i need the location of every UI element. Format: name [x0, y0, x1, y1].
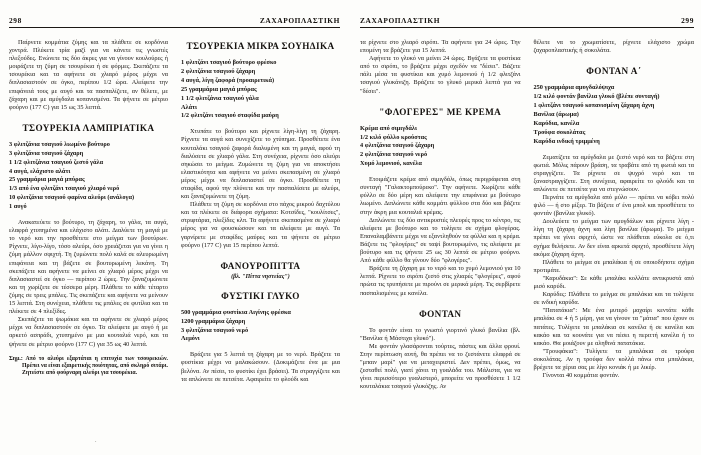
paragraph: Δουλεύετε το μείγμα των αμυγδάλων και ρίχνετε λίγη - λίγη τη ζάχαρη άχνη και λίγη βανίλια (άρωμα). Το μείγμα πρέπει να γίνει σφιχτό, ώστε να πλάθεται εύκολα σε ό,τι σχήμα θελήσετε. Αν δεν είναι αρκετά σφιχτό, προσθέτετε λίγη ακόμα ζάχαρη άχνη. — [533, 218, 694, 258]
ingredient-item: 1/3 από ένα φλιτζάνι τσαγιού χλιαρό νερό — [9, 185, 120, 193]
recipe-heading: ΤΣΟΥΡΕΚΙΑ ΜΙΚΡΑ ΣΟΥΗΔΙΚΑ — [186, 41, 335, 51]
recipe-heading: ΦΟΝΤΑΝ Α΄ — [586, 66, 642, 77]
ingredient-item: Τρούφα σοκολάτας — [533, 128, 586, 136]
ingredient-item: 25 γραμμάρια μαγιά μπύρας — [9, 176, 85, 184]
paragraph: Γίνονται 40 κομμάτια φοντάν. — [542, 372, 620, 380]
paragraph: Πλάθετε τη ζύμη σε κορδόνια στο πάχος μικρού δαχτύλου και τα πλέκετε σε διάφορα σχήματα: Κοτσίδες, "κουλίτσες", στριφτάρια, πλεξίδες κλπ. Τα αφήνετε σκεπασμένα σε χλιαρό μέρος για να φουσκώσουν και τα αλείφετε με αυγό. Τα γαρνίρετε με σταφίδες μαύρες και τα ψήνετε σε μέτριο φούρνο (177 C) για 15 περίπου λεπτά. — [181, 201, 340, 249]
ingredient-list — [360, 125, 521, 170]
paragraph: Διπλώνετε τις δύο αντικρυστές πλευρές προς το κέντρο, τις αλείφετε με βούτυρο και το τυλίγετε σε σχήμα φλογέρας. Επαναλαμβάνετε μέχρι να εξαντληθούν τα φύλλα και η κρέμα. Βάζετε τις "φλογέρες" σε ταψί βουτυρωμένο, τις αλείφετε με βούτυρο και τις ψήνετε 25 ως 30 λεπτά σε μέτριο φούρνο. Από κάθε φύλλο θα γίνουν δύο "φλογέρες". — [360, 216, 521, 265]
paragraph: τα ρίχνετε στο χλιαρό σιρόπι. Τα αφήνετε για 24 ώρες. Την επομένη τα βράζετε για 15 λεπτά. — [360, 39, 521, 55]
recipe-heading: ΦΥΣΤΙΚΙ ΓΛΥΚΟ — [221, 290, 300, 301]
ingredient-list — [181, 309, 340, 345]
ingredient-item: 4 φλιτζάνια τσαγιού ζάχαρη — [360, 142, 435, 150]
paragraph: Ζεματίζετε τα αμύγδαλα με ζεστό νερό και τα βάζετε στη φωτιά. Μόλις πάρουν βράση, τα τραβάτε από τη φωτιά και τα στραγγίζετε. Τα ρίχνετε σε ψυχρό νερό και τα ξαναστραγγίζετε. Στη συνέχεια, αφαιρείτε το φλούδι και τα απλώνετε σε πετσέτα για να στεγνώσουν. — [533, 153, 694, 193]
paragraph: Αφήνετε το γλυκό να μείνει 24 ώρες. Βγάζετε τα φυστίκια από το σιρόπι, το βράζετε μέχρι σχεδόν να "δέσει". Βάζετε πάλι μέσα τα φυστίκια και χυμό λεμονιού ή 1/2 φλιτζάνι τσαγιού γλυκάνιζη. Βράζετε το γλυκό μερικά λεπτά για να "δέσει". — [360, 55, 521, 95]
running-title-right: ΖΑΧΑΡΟΠΛΑΣΤΙΚΗ — [360, 16, 441, 25]
recipe-subheading: (βλ. "Πίττα νηστείας") — [231, 273, 290, 280]
paragraph: Πλάθετε το μείγμα σε μπαλάκια ή σε οποιοδήποτε σχήμα προτιμάτε. — [533, 258, 694, 274]
header-rule-right — [360, 27, 694, 28]
paragraph: Καρύδες: Πλάθετε το μείγμα σε μπαλάκια και τα τυλίγετε σε ινδική καρύδα. — [533, 291, 694, 307]
ingredient-item: 1 αυγό — [9, 203, 27, 211]
ingredient-item: 2 φλιτζάνια τσαγιού ζάχαρη — [181, 67, 256, 75]
ingredient-item: Λεμόνι — [181, 335, 200, 343]
ingredient-item: Κρέμα από σιμιγδάλι — [360, 124, 417, 132]
scan-artifact: . — [95, 438, 97, 444]
paragraph: "Καρυδάκια": Σε κάθε μπαλάκι κολλάτε αντικρυστά από μισό καρύδι. — [533, 274, 694, 291]
paragraph: Με φοντάν γλασάρονται τούρτες, πάστες και άλλα φρουί. Στην περίπτωση αυτή, θα πρέπει να το ζεστάνετε ελαφρά σε "μπαιν μαρί" για να μεταχειριστεί. Δεν πρέπει, όμως, να ζεσταθεί πολύ, γιατί χάνει τη γυαλάδα του. Μάλιστα, για να γίνει περισσότερο γυαλιστερό, μπορείτε να προσθέσετε 1 1/2 κουταλάκια τσαγιού γλυκόζης. Αν — [360, 342, 521, 391]
paragraph: "Τρουφάκια": Τυλίγετε τα μπαλάκια σε τρούφα σοκολάτας. Αν η τρούφα δεν κολλά πάνω στα μπαλάκια, βρέχετε τα χέρια σας με λίγο κονιάκ ή με λικέρ. — [533, 347, 694, 371]
ingredient-item: 4 αυγά, ελάχιστο αλάτι — [9, 167, 71, 175]
recipe-heading: "ΦΛΟΓΕΡΕΣ" ΜΕ ΚΡΕΜΑ — [379, 106, 502, 117]
ingredient-item: 1/2 φλιτζάνι τσαγιού σταφίδα μαύρη — [181, 112, 279, 120]
paragraph: θέλετε να το χρωματίσετε, ρίχνετε ελάχιστο χρώμα ζαχαροπλαστικής ή σοκολάτα. — [533, 39, 694, 55]
paragraph: "Πατατάκια": Με ένα μυτερό μαχαίρι κεντάτε κάθε μπαλάκι σε 4 ή 5 μέρη, για να γίνουν τα "μάτια" που έχουν οι πατάτες. Τυλίγετε τα μπαλάκια σε κανέλα ή σε κανέλα και κακάο και τα κουνάτε για να πέσει η περιττή κανέλα ή το κακάο. Θα μοιάζουν με αληθινά πατατάκια. — [533, 307, 694, 347]
ingredient-item: 1/2 κιλό φύλλο κρούστας — [360, 133, 427, 141]
paragraph: Βράζετε τη ζάχαρη με το νερό και το χυμό λεμονιού για 10 λεπτά. Ρίχνετε το σιρόπι ζεστό στις χλιαρές "φλογέρες", αφού πρώτα τις τρυπήσετε με πιρούνι σε μερικά μέρη. Τις σερβίρετε πασπαλισμένες με κανέλα. — [360, 265, 521, 297]
ingredient-list — [9, 141, 168, 212]
text-column — [181, 39, 340, 384]
ingredient-item: 1200 γραμμάρια ζάχαρη — [181, 317, 246, 325]
ingredient-item: 1 φλιτζάνι τσαγιού βούτυρο φρέσκο — [181, 59, 277, 66]
page-right-header — [360, 16, 694, 25]
page-right-columns — [360, 39, 694, 391]
ingredient-item: 1 1/2 φλιτζάνια τσαγιού ζεστό γάλα — [9, 158, 104, 166]
paragraph: Περνάτε τα αμύγδαλα από μύλο — πρέπει να κόβει πολύ ψιλό — ή στο μίξερ. Τα βάζετε σ' ένα μπολ και προσθέτετε το φοντάν (βανίλια γλυκό). — [533, 194, 694, 218]
paragraph: Παίρνετε κομμάτια ζύμης και τα πλάθετε σε κορδόνια χοντρά. Πλέκετε τρία μαζί για να κάνετε τις γνωστές πλεξούδες. Ενώνετε τις δύο άκρες για να γίνουν κουλούρες ή μοιράζετε τη ζύμη σε τσουρέκια ή σε φόρμες. Σκεπάζετε τα τσουρέκια και τα αφήνετε σε χλιαρό μέρος μέχρι να διπλασιαστούν σε όγκο, περίπου 1/2 ώρα. Αλείφετε την επιφάνειά τους με αυγό και τα πασπαλίζετε, αν θέλετε, με ζάχαρη και με αμύγδαλα κοπανισμένα. Τα ψήνετε σε μέτριο φούρνο (177 C) για 15 ως 35 λεπτά. — [9, 39, 168, 111]
paragraph: Βράζετε για 5 λεπτά τη ζάχαρη με το νερό. Βράζετε τα φυστίκια μέχρι να μαλακώσουν. (Δοκιμάζετε ένα με μια βελόνα. Αν πέσει, το φυστίκι έχει βράσει). Τα στραγγίζετε και τα απλώνετε σε πετσέτα. Αφαιρείτε το φλούδι και — [181, 351, 340, 383]
recipe-heading: ΦΑΝΟΥΡΟΠΙΤΤΑ — [220, 260, 301, 271]
footnote: Σημ.: Από το αλεύρι εξαρτάται η επιτυχία των τσουρεκιών. Πρέπει να είναι εξαιρετικής ποιότητας, από σκληρό σιτάρι. Ζητείστε από φούρναρη αλεύρι για τσουρέκια. — [9, 355, 168, 376]
paragraph: Σκεπάζετε τα ψωμάκια και τα αφήνετε σε χλιαρό μέρος μέχρι να διπλασιαστούν σε όγκο. Τα αλείφετε με αυγό ή με αρκετό ασπράδι, χτυπημένο με μια κουταλιά νερό, και τα ψήνετε σε μέτριο φούρνο (177 C) για 35 ως 40 λεπτά. — [9, 316, 168, 348]
ingredient-item: 1/2 κιλό φοντάν βανίλια γλυκό (βλέπε συνταγή) — [533, 93, 660, 101]
paragraph: Ετοιμάζετε κρέμα από σιμιγδάλι, όπως περιγράφεται στη συνταγή "Γαλακτομπούρεκο". Την αφήνετε. Χωρίζετε κάθε φύλλο σε δύο μέρη και αλείφετε την επιφάνεια με βούτυρο λιωμένο. Διπλώνετε κάθε κομμάτι φύλλου στα δύο και βάζετε στην άκρη μια κουταλιά κρέμας. — [360, 176, 521, 216]
ingredient-item: 4 αυγά, λίγη ζαφορά (προαιρετικά) — [181, 76, 275, 84]
ingredient-item: Χυμό λεμονιού, κανέλα — [360, 160, 422, 168]
ingredient-item: 1 φλιτζάνι τσαγιού κοπανισμένη ζάχαρη άχνη — [533, 102, 655, 109]
ingredient-item: 500 γραμμάρια φυστίκια Αιγίνης φρέσκα — [181, 308, 291, 316]
page-left-header — [9, 16, 340, 25]
recipe-heading: ΤΣΟΥΡΕΚΙΑ ΛΑΜΠΡΙΑΤΙΚΑ — [22, 122, 155, 133]
recipe-heading: ΦΟΝΤΑΝ — [419, 308, 462, 319]
header-rule-left — [9, 27, 340, 28]
ingredient-item: 2 φλιτζάνια τσαγιού νερό — [360, 151, 428, 159]
running-title-left: ΖΑΧΑΡΟΠΛΑΣΤΙΚΗ — [259, 16, 340, 25]
paragraph: Χτυπάτε το βούτυρο και ρίχνετε λίγη-λίγη τη ζάχαρη. Ρίχνετε τα αυγά και συνεχίζετε το χτύπημα. Προσθέτετε ένα κουταλάκι τσαγιού ζαφορά διαλυμένη και τη μαγιά, αφού τη διαλύσετε σε χλιαρό γάλα. Στη συνέχεια, ρίχνετε όσο αλεύρι σηκώσει το μείγμα. Ζυμώνετε τη ζύμη για να αποκτήσει ελαστικότητα και αφήνετε να μείνει σκεπασμένη σε χλιαρό μέρος μέχρι να διπλασιαστεί σε όγκο. Προσθέτετε τη σταφίδα, αφού την πλύνετε και την πασπαλίσετε με αλεύρι, και ξαναζυμώνετε τη ζύμη. — [181, 128, 340, 201]
page-number-left: 298 — [9, 16, 22, 25]
page-number-right: 299 — [681, 16, 694, 25]
ingredient-list — [181, 59, 340, 121]
ingredient-item: 25 γραμμάρια μαγιά μπύρας — [181, 85, 257, 93]
ingredient-item: 3 φλιτζάνια τσαγιού νερό — [181, 326, 249, 334]
page-left-columns — [9, 39, 340, 384]
ingredient-item: 250 γραμμάρια αμυγδαλόψιχα — [533, 84, 615, 92]
ingredient-item: Καρύδα ινδική τριμμένη — [533, 137, 600, 145]
text-column — [9, 39, 168, 384]
ingredient-list — [534, 84, 695, 146]
ingredient-item: 1 1/2 φλιτζάνια τσαγιού γάλα — [181, 94, 259, 102]
ingredient-item: 10 φλιτζάνια τσαγιού φαρίνα αλεύρι (ανάλογα) — [9, 194, 135, 202]
ingredient-item: Βανίλια (άρωμα) — [533, 110, 579, 118]
ingredient-item: 3 φλιτζάνια τσαγιού λιωμένο βούτυρο — [9, 140, 110, 148]
text-column — [360, 39, 521, 391]
text-column — [534, 39, 695, 391]
ingredient-item: 3 φλιτζάνια τσαγιού ζάχαρη — [9, 149, 84, 157]
ingredient-item: Καρύδια, κανέλα — [533, 119, 580, 127]
ingredient-item: Αλάτι — [181, 103, 198, 111]
paragraph: Ανακατεύετε το βούτυρο, τη ζάχαρη, το γάλα, τα αυγά, ελαφρά χτυπημένα και ελάχιστο αλάτι. Διαλύετε τη μαγιά με το νερό και την προσθέτετε στο μείγμα των βουτύρων. Ρίχνετε, λίγο-λίγο, τόσο αλεύρι, όσο χρειάζεται για να γίνει η ζύμη μάλλον σφιχτή. Τη ζυμώνετε πολύ καλά σε αλευρωμένη επιφάνεια και τη βάζετε σε βουτυρωμένη λεκάνη. Τη σκεπάζετε και αφήνετε να μείνει σε χλιαρό μέρος μέχρι να διπλασιαστεί σε όγκο — περίπου 2 ώρες. Την ξαναζυμώνετε και τη χωρίζετε σε τέσσερα μέρη. Πλάθετε το κάθε τέταρτο ζύμης σε τρεις μπάλες. Τις σκεπάζετε και αφήνετε να μείνουν 15 λεπτά. Στη συνέχεια, πλάθετε τις μπάλες σε φυτίλια και τα πλέκετε σε 4 πλεξίδες. — [9, 219, 168, 316]
page-right — [351, 0, 701, 455]
paragraph: Το φοντάν είναι το γνωστό γιορτινό γλυκό βανίλια (βλ. "Βανίλια ή Μάστιχα γλυκό"). — [360, 326, 521, 342]
